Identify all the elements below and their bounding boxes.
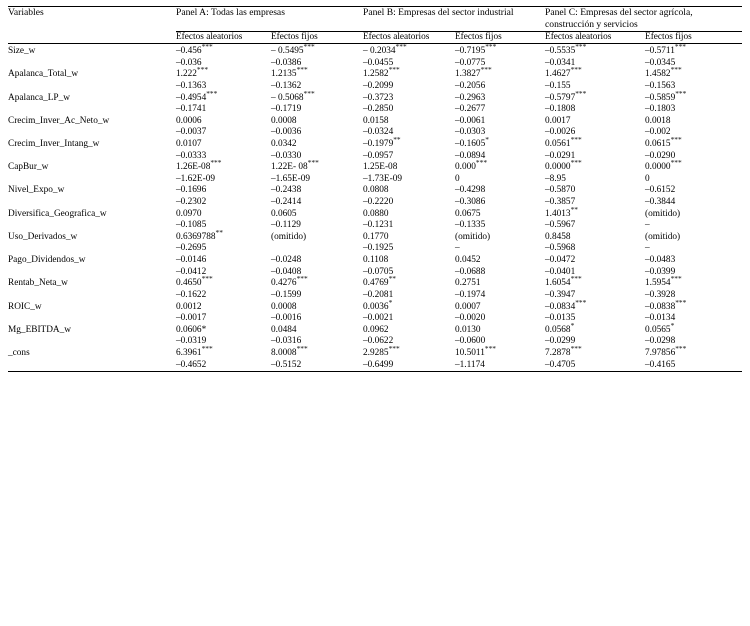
table-row [8,185,742,197]
standard-error-cell: –0.002 [645,127,671,138]
standard-error-cell: –0.5968 [545,243,576,254]
se-row-label-blank [8,58,176,70]
coefficient-cell: –0.4298 [455,185,486,196]
coefficient-cell: 0.2751 [455,278,481,289]
coefficient-cell: 0.0008 [271,115,297,126]
standard-error-cell: –1.1174 [455,359,485,370]
standard-error-cell: –0.1599 [271,289,302,300]
coefficient-cell: 0.0007 [455,301,481,312]
se-row-label-blank [8,81,176,93]
significance-star: *** [388,65,400,75]
variable-name: Rentab_Neta_w [8,278,68,289]
standard-error-cell: – [645,220,650,231]
table-row [8,116,742,128]
standard-error-cell: –0.5152 [271,359,302,370]
standard-error-cell: –0.3928 [645,289,676,300]
coefficient-cell: (omitido) [645,208,681,219]
coefficient-cell: 1.2135*** [271,65,308,80]
standard-error-cell: –0.4652 [176,359,207,370]
coefficient-cell: 0.0880 [363,208,389,219]
header-variables: Variables [8,7,176,44]
standard-error-cell: –0.1974 [455,289,486,300]
significance-star: *** [484,343,496,353]
significance-star: *** [670,65,682,75]
significance-star: *** [485,42,497,52]
coefficient-cell: –0.1605* [455,134,489,149]
coefficient-cell: 0.0561*** [545,134,582,149]
significance-star: *** [210,158,222,168]
standard-error-cell: –0.1363 [176,80,207,91]
coefficient-cell: 1.25E-08 [363,162,398,173]
table-row [8,46,742,58]
standard-error-cell: –8.95 [545,173,566,184]
standard-error-cell: –0.0017 [176,313,207,324]
coefficient-cell: –0.2963 [455,92,486,103]
significance-star: *** [206,88,218,98]
subheader-b-random: Efectos aleatorios [363,31,430,42]
table-row-se [8,197,742,209]
standard-error-cell: –0.0401 [545,266,576,277]
coefficient-cell: 0.0605 [271,208,297,219]
coefficient-cell: –0.1979** [363,134,401,149]
standard-error-cell: –0.1563 [645,80,676,91]
standard-error-cell: –0.0134 [645,313,676,324]
se-row-label-blank [8,267,176,279]
significance-star: *** [201,343,213,353]
standard-error-cell: –0.1362 [271,80,302,91]
significance-star: *** [675,88,687,98]
standard-error-cell: –0.1808 [545,104,576,115]
significance-star: *** [670,274,682,284]
coefficient-cell: –0.0472 [545,255,576,266]
coefficient-cell: –0.6152 [645,185,676,196]
standard-error-cell: –0.0290 [645,150,676,161]
standard-error-cell: –0.6499 [363,359,394,370]
standard-error-cell: –0.2677 [455,104,486,115]
standard-error-cell: –0.0688 [455,266,486,277]
coefficient-cell: –0.0834*** [545,297,587,312]
significance-star: *** [575,42,587,52]
coefficient-cell: 7.2878*** [545,343,582,358]
standard-error-cell: –0.0319 [176,336,207,347]
table-row [8,302,742,314]
significance-star: *** [201,274,213,284]
variable-name: _cons [8,347,30,358]
coefficient-cell: 0.0342 [271,139,297,149]
standard-error-cell: –0.1129 [271,220,301,231]
se-row-label-blank [8,243,176,255]
table-row [8,348,742,360]
se-row-label-blank [8,197,176,209]
significance-star: *** [674,42,686,52]
standard-error-cell: –0.2081 [363,289,394,300]
table-row [8,209,742,221]
standard-error-cell: –0.0775 [455,57,486,68]
coefficient-cell: –0.456*** [176,42,213,57]
standard-error-cell: –0.0333 [176,150,207,161]
table-row-se [8,174,742,186]
table-row-se [8,336,742,348]
standard-error-cell: –0.1803 [645,104,676,115]
coefficient-cell: 0.0808 [363,185,389,196]
coefficient-cell: 1.26E-08*** [176,158,222,173]
standard-error-cell: –0.0386 [271,57,302,68]
standard-error-cell: –0.0026 [545,127,576,138]
standard-error-cell: –0.4705 [545,359,576,370]
table-row [8,325,742,337]
table-row [8,93,742,105]
coefficient-cell: 2.9285*** [363,343,400,358]
significance-star: *** [303,88,315,98]
table-row-se [8,313,742,325]
coefficient-cell: –0.3723 [363,92,394,103]
table-row [8,162,742,174]
standard-error-cell: –0.1719 [271,104,302,115]
coefficient-cell: 1.22E- 08*** [271,158,319,173]
standard-error-cell: –0.0330 [271,150,302,161]
standard-error-cell: –0.0412 [176,266,207,277]
standard-error-cell: –0.0036 [271,127,302,138]
coefficient-cell: (omitido) [455,231,491,242]
table-row-se [8,151,742,163]
variable-name: Mg_EBITDA_w [8,324,72,335]
standard-error-cell: –0.0957 [363,150,394,161]
standard-error-cell: –0.0303 [455,127,486,138]
standard-error-cell: –0.0291 [545,150,576,161]
standard-error-cell: –0.5967 [545,220,576,231]
subheader-a-random: Efectos aleatorios [176,31,243,42]
coefficient-cell: –0.5711*** [645,42,686,57]
coefficient-cell: 1.4582*** [645,65,682,80]
table-header-row [8,7,742,32]
coefficient-cell: 0.4276*** [271,274,308,289]
standard-error-cell: – [645,243,650,254]
coefficient-cell: 8.0008*** [271,343,308,358]
standard-error-cell: –0.0408 [271,266,302,277]
coefficient-cell: 0.6369788** [176,227,223,242]
header-panel-a: Panel A: Todas las empresas [176,7,363,32]
significance-star: *** [570,65,582,75]
standard-error-cell: –0.0600 [455,336,486,347]
header-panel-b: Panel B: Empresas del sector industrial [363,7,545,32]
table-row-se [8,290,742,302]
coefficient-cell: 0.4650*** [176,274,213,289]
significance-star: *** [303,42,315,52]
subheader-c-random: Efectos aleatorios [545,31,612,42]
coefficient-cell: –0.0061 [455,115,486,126]
standard-error-cell: –0.2220 [363,197,394,208]
standard-error-cell: –0.155 [545,80,571,91]
standard-error-cell: –0.2414 [271,197,302,208]
subheader-c-fixed: Efectos fijos [645,31,692,42]
variable-name: Size_w [8,46,36,57]
se-row-label-blank [8,336,176,348]
table-row-se [8,360,742,372]
coefficient-cell: 0.0675 [455,208,481,219]
se-row-label-blank [8,151,176,163]
coefficient-cell: 0.0606* [176,324,207,335]
significance-star: *** [480,65,492,75]
variable-name: Pago_Dividendos_w [8,255,86,266]
significance-star: *** [675,343,687,353]
table-row [8,232,742,244]
coefficient-cell: –0.5535*** [545,42,587,57]
coefficient-cell: 10.5011*** [455,343,496,358]
standard-error-cell: –0.0021 [363,313,394,324]
standard-error-cell: –0.1622 [176,289,207,300]
standard-error-cell: –1.65E-09 [271,173,310,184]
significance-star: ** [388,274,396,284]
standard-error-cell: –0.1925 [363,243,394,254]
coefficient-cell: 0.0970 [176,208,202,219]
header-panel-c: Panel C: Empresas del sector agrícola, construcción y servicios [545,7,742,32]
standard-error-cell: –0.0345 [645,57,676,68]
standard-error-cell: –0.2695 [176,243,207,254]
standard-error-cell: –0.0341 [545,57,576,68]
standard-error-cell: –0.1231 [363,220,394,231]
coefficient-cell: –0.0483 [645,255,676,266]
standard-error-cell: –0.3857 [545,197,576,208]
table-bottom-rule [8,372,742,375]
coefficient-cell: 0.0006 [176,115,202,126]
se-row-label-blank [8,104,176,116]
variable-name: Apalanca_LP_w [8,92,70,103]
coefficient-cell: –0.2438 [271,185,302,196]
se-row-label-blank [8,127,176,139]
standard-error-cell: –0.0135 [545,313,576,324]
variable-name: Uso_Derivados_w [8,231,78,242]
significance-star: *** [475,158,488,168]
coefficient-cell: –0.5797*** [545,88,587,103]
standard-error-cell: –0.0324 [363,127,394,138]
standard-error-cell: 0 [455,173,460,184]
coefficient-cell: 0.0130 [455,324,481,335]
coefficient-cell: 0.0008 [271,301,297,312]
significance-star: * [485,134,489,144]
standard-error-cell: 0 [645,173,650,184]
coefficient-cell: 0.8458 [545,231,571,242]
significance-star: *** [307,158,319,168]
significance-star: ** [570,204,578,214]
coefficient-cell: 0.0107 [176,139,202,149]
se-row-label-blank [8,220,176,232]
regression-table [8,6,742,374]
significance-star: *** [670,134,682,144]
significance-star: ** [215,227,223,237]
se-row-label-blank [8,290,176,302]
coefficient-cell: 7.97856*** [645,343,687,358]
standard-error-cell: –1.62E-09 [176,173,215,184]
standard-error-cell: –0.036 [176,57,202,68]
coefficient-cell: 0.0484 [271,324,297,335]
coefficient-cell: 0.000*** [455,158,488,173]
standard-error-cell: –0.0299 [545,336,576,347]
coefficient-cell: –0.0838*** [645,297,687,312]
standard-error-cell: –0.0622 [363,336,394,347]
significance-star: *** [570,134,582,144]
standard-error-cell: –0.2302 [176,197,207,208]
significance-star: *** [575,297,587,307]
significance-star: *** [670,158,682,168]
standard-error-cell: –0.1335 [455,220,486,231]
coefficient-cell: 0.0962 [363,324,389,335]
coefficient-cell: 0.0568* [545,320,575,335]
significance-star: * [670,320,675,330]
table-row-se [8,104,742,116]
table-row [8,139,742,151]
coefficient-cell: 0.1770 [363,231,389,242]
coefficient-cell: –0.4954*** [176,88,218,103]
standard-error-cell: –0.3844 [645,197,676,208]
coefficient-cell: 1.3827*** [455,65,492,80]
standard-error-cell: –0.0399 [645,266,676,277]
coefficient-cell: (omitido) [271,231,307,242]
variable-name: Apalanca_Total_w [8,69,79,80]
standard-error-cell: –0.2099 [363,80,394,91]
coefficient-cell: 6.3961*** [176,343,213,358]
variable-name: CapBur_w [8,162,49,173]
table-row-se [8,267,742,279]
standard-error-cell: –0.0455 [363,57,394,68]
table-row-se [8,220,742,232]
standard-error-cell: –0.0705 [363,266,394,277]
coefficient-cell: 0.0036* [363,297,393,312]
variable-name: Crecim_Inver_Intang_w [8,139,100,149]
coefficient-cell: 0.0565* [645,320,675,335]
table-row [8,69,742,81]
coefficient-cell: 0.4769** [363,274,396,289]
subheader-b-fixed: Efectos fijos [455,31,502,42]
coefficient-cell: 0.0012 [176,301,202,312]
standard-error-cell: –0.0316 [271,336,302,347]
significance-star: *** [570,343,582,353]
significance-star: *** [296,274,308,284]
variable-name: Diversifica_Geografica_w [8,208,107,219]
coefficient-cell: 0.0158 [363,115,389,126]
coefficient-cell: 0.1108 [363,255,389,266]
significance-star: *** [570,158,582,168]
coefficient-cell: –0.0146 [176,255,207,266]
standard-error-cell: –0.0298 [645,336,676,347]
variable-name: ROIC_w [8,301,42,312]
significance-star: *** [675,297,687,307]
coefficient-cell: – 0.5068*** [271,88,315,103]
coefficient-cell: –0.5859*** [645,88,687,103]
standard-error-cell: –0.0037 [176,127,207,138]
coefficient-cell: 0.0000*** [545,158,582,173]
coefficient-cell: –0.1696 [176,185,207,196]
coefficient-cell: –0.5870 [545,185,576,196]
variable-name: Nivel_Expo_w [8,185,65,196]
table-row-se [8,243,742,255]
significance-star: * [388,297,393,307]
se-row-label-blank [8,174,176,186]
standard-error-cell [271,243,363,255]
standard-error-cell: –0.3947 [545,289,576,300]
coefficient-cell: 1.2582*** [363,65,400,80]
coefficient-cell: –0.0248 [271,255,302,266]
coefficient-cell: 0.0452 [455,255,481,266]
coefficient-cell: 1.4627*** [545,65,582,80]
coefficient-cell: 1.222*** [176,65,209,80]
coefficient-cell: 0.0017 [545,115,571,126]
significance-star: *** [395,42,407,52]
variable-name: Crecim_Inver_Ac_Neto_w [8,115,110,126]
standard-error-cell: –0.4165 [645,359,676,370]
table-body [8,42,742,372]
table-row-se [8,81,742,93]
significance-star: ** [393,134,401,144]
coefficient-cell: 1.4013** [545,204,578,219]
se-row-label-blank [8,313,176,325]
significance-star: *** [296,65,308,75]
coefficient-cell: (omitido) [645,231,681,242]
standard-error-cell: –0.0016 [271,313,302,324]
table-row [8,278,742,290]
coefficient-cell: 0.0615*** [645,134,682,149]
standard-error-cell: –0.2850 [363,104,394,115]
se-row-label-blank [8,360,176,372]
table-row [8,255,742,267]
significance-star: *** [575,88,587,98]
coefficient-cell: – 0.2034*** [363,42,407,57]
coefficient-cell: 1.5954*** [645,274,682,289]
standard-error-cell: –0.3086 [455,197,486,208]
significance-star: *** [388,343,400,353]
significance-star: *** [196,65,209,75]
significance-star: *** [296,343,308,353]
coefficient-cell: – 0.5495*** [271,42,315,57]
standard-error-cell: –1.73E-09 [363,173,402,184]
coefficient-cell: –0.7195*** [455,42,497,57]
significance-star: * [570,320,575,330]
coefficient-cell: 1.6054*** [545,274,582,289]
significance-star: *** [570,274,582,284]
standard-error-cell: –0.0020 [455,313,486,324]
table-row-se [8,58,742,70]
coefficient-cell: 0.0018 [645,115,671,126]
subheader-a-fixed: Efectos fijos [271,31,318,42]
significance-star: *** [201,42,213,52]
standard-error-cell: –0.1085 [176,220,207,231]
standard-error-cell: – [455,243,460,254]
coefficient-cell: 0.0000*** [645,158,682,173]
standard-error-cell: –0.1741 [176,104,207,115]
standard-error-cell: –0.2056 [455,80,486,91]
table-row-se [8,127,742,139]
standard-error-cell: –0.0894 [455,150,486,161]
